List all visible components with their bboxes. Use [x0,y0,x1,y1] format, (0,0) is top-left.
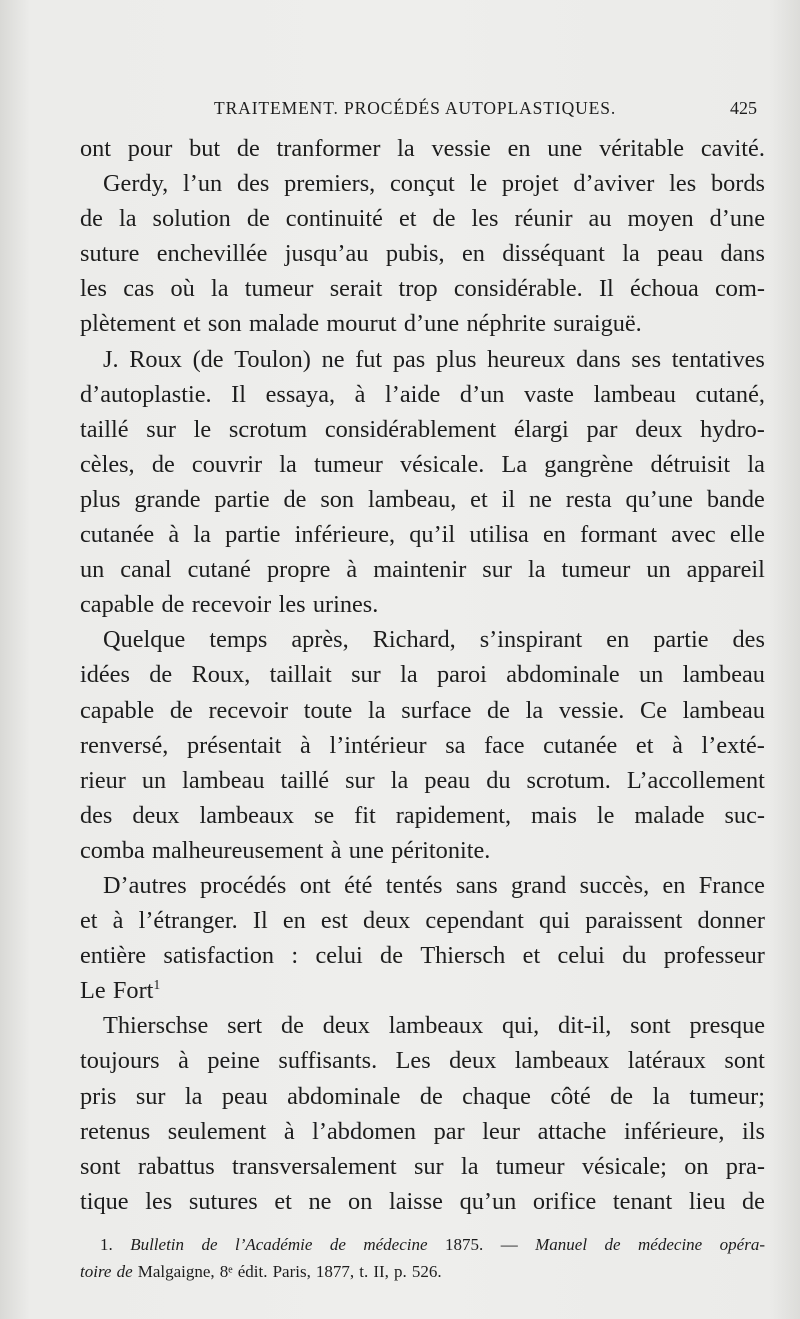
text-line: capable de recevoir toute la surface de la vessie. Ce lambeau [80,696,765,724]
text-line: des deux lambeaux se fit rapidement, mais le malade suc- [80,801,765,829]
text-line: comba malheureusement à une péritonite. [80,836,491,864]
text-line: D’autres procédés ont été tentés sans grand succès, en France [103,871,765,899]
text-line: rieur un lambeau taillé sur la peau du scrotum. L’accollement [80,766,765,794]
text-line: un canal cutané propre à maintenir sur la tumeur un appareil [80,556,765,584]
text-line: pris sur la peau abdominale de chaque côté de la tumeur; [80,1082,765,1110]
footnote-line: toire de Malgaigne, 8ᵉ édit. Paris, 1877, t. II, p. 526. [80,1262,442,1281]
footnotes [80,1231,765,1285]
text-line: capable de recevoir les urines. [80,591,379,619]
text-line: entière satisfaction : celui de Thiersch et celui du professeur [80,942,765,970]
text-line: et à l’étranger. Il en est deux cependant qui paraissent donner [80,907,765,935]
text-line: taillé sur le scrotum considérablement élargi par deux hydro- [80,415,765,443]
text-line: Thierschse sert de deux lambeaux qui, dit-il, sont presque [103,1012,765,1040]
page-number: 425 [730,98,757,118]
text-line: les cas où la tumeur serait trop considérable. Il échoua com- [80,275,765,303]
text-line: ont pour but de tranformer la vessie en une véritable cavité. [80,135,765,162]
text-line: retenus seulement à l’abdomen par leur attache inférieure, ils [80,1117,765,1145]
text-line: toujours à peine suffisants. Les deux lambeaux latéraux sont [80,1047,765,1075]
text-line: Quelque temps après, Richard, s’inspirant en partie des [103,626,765,654]
text-line: cutanée à la partie inférieure, qu’il utilisa en formant avec elle [80,521,765,549]
text-line: Le Fort$^1$ [80,977,161,1005]
footnote-line: 1. Bulletin de l’Académie de médecine 1875. — Manuel de médecine opéra- [100,1235,765,1254]
body-text [80,131,765,1219]
text-line: suture enchevillée jusqu’au pubis, en disséquant la peau dans [80,240,765,268]
footnote-ref: 1 [153,977,161,993]
text-line: plètement et son malade mourut d’une néphrite suraiguë. [80,310,642,338]
text-line: idées de Roux, taillait sur la paroi abdominale un lambeau [80,661,765,689]
text-line: J. Roux (de Toulon) ne fut pas plus heureux dans ses tentatives [103,345,765,373]
page-header [0,98,800,122]
text-line: d’autoplastie. Il essaya, à l’aide d’un vaste lambeau cutané, [80,380,765,408]
text-line: cèles, de couvrir la tumeur vésicale. La gangrène détruisit la [80,450,765,478]
text-line: tique les sutures et ne on laisse qu’un orifice tenant lieu de [80,1187,765,1215]
text-line: renversé, présentait à l’intérieur sa face cutanée et à l’exté- [80,731,765,759]
text-line: Gerdy, l’un des premiers, conçut le projet d’aviver les bords [103,170,765,198]
text-line: plus grande partie de son lambeau, et il ne resta qu’une bande [80,485,765,513]
text-line: sont rabattus transversalement sur la tumeur vésicale; on pra- [80,1152,765,1180]
text-line: de la solution de continuité et de les réunir au moyen d’une [80,205,765,233]
running-title: TRAITEMENT. PROCÉDÉS AUTOPLASTIQUES. [214,98,617,118]
